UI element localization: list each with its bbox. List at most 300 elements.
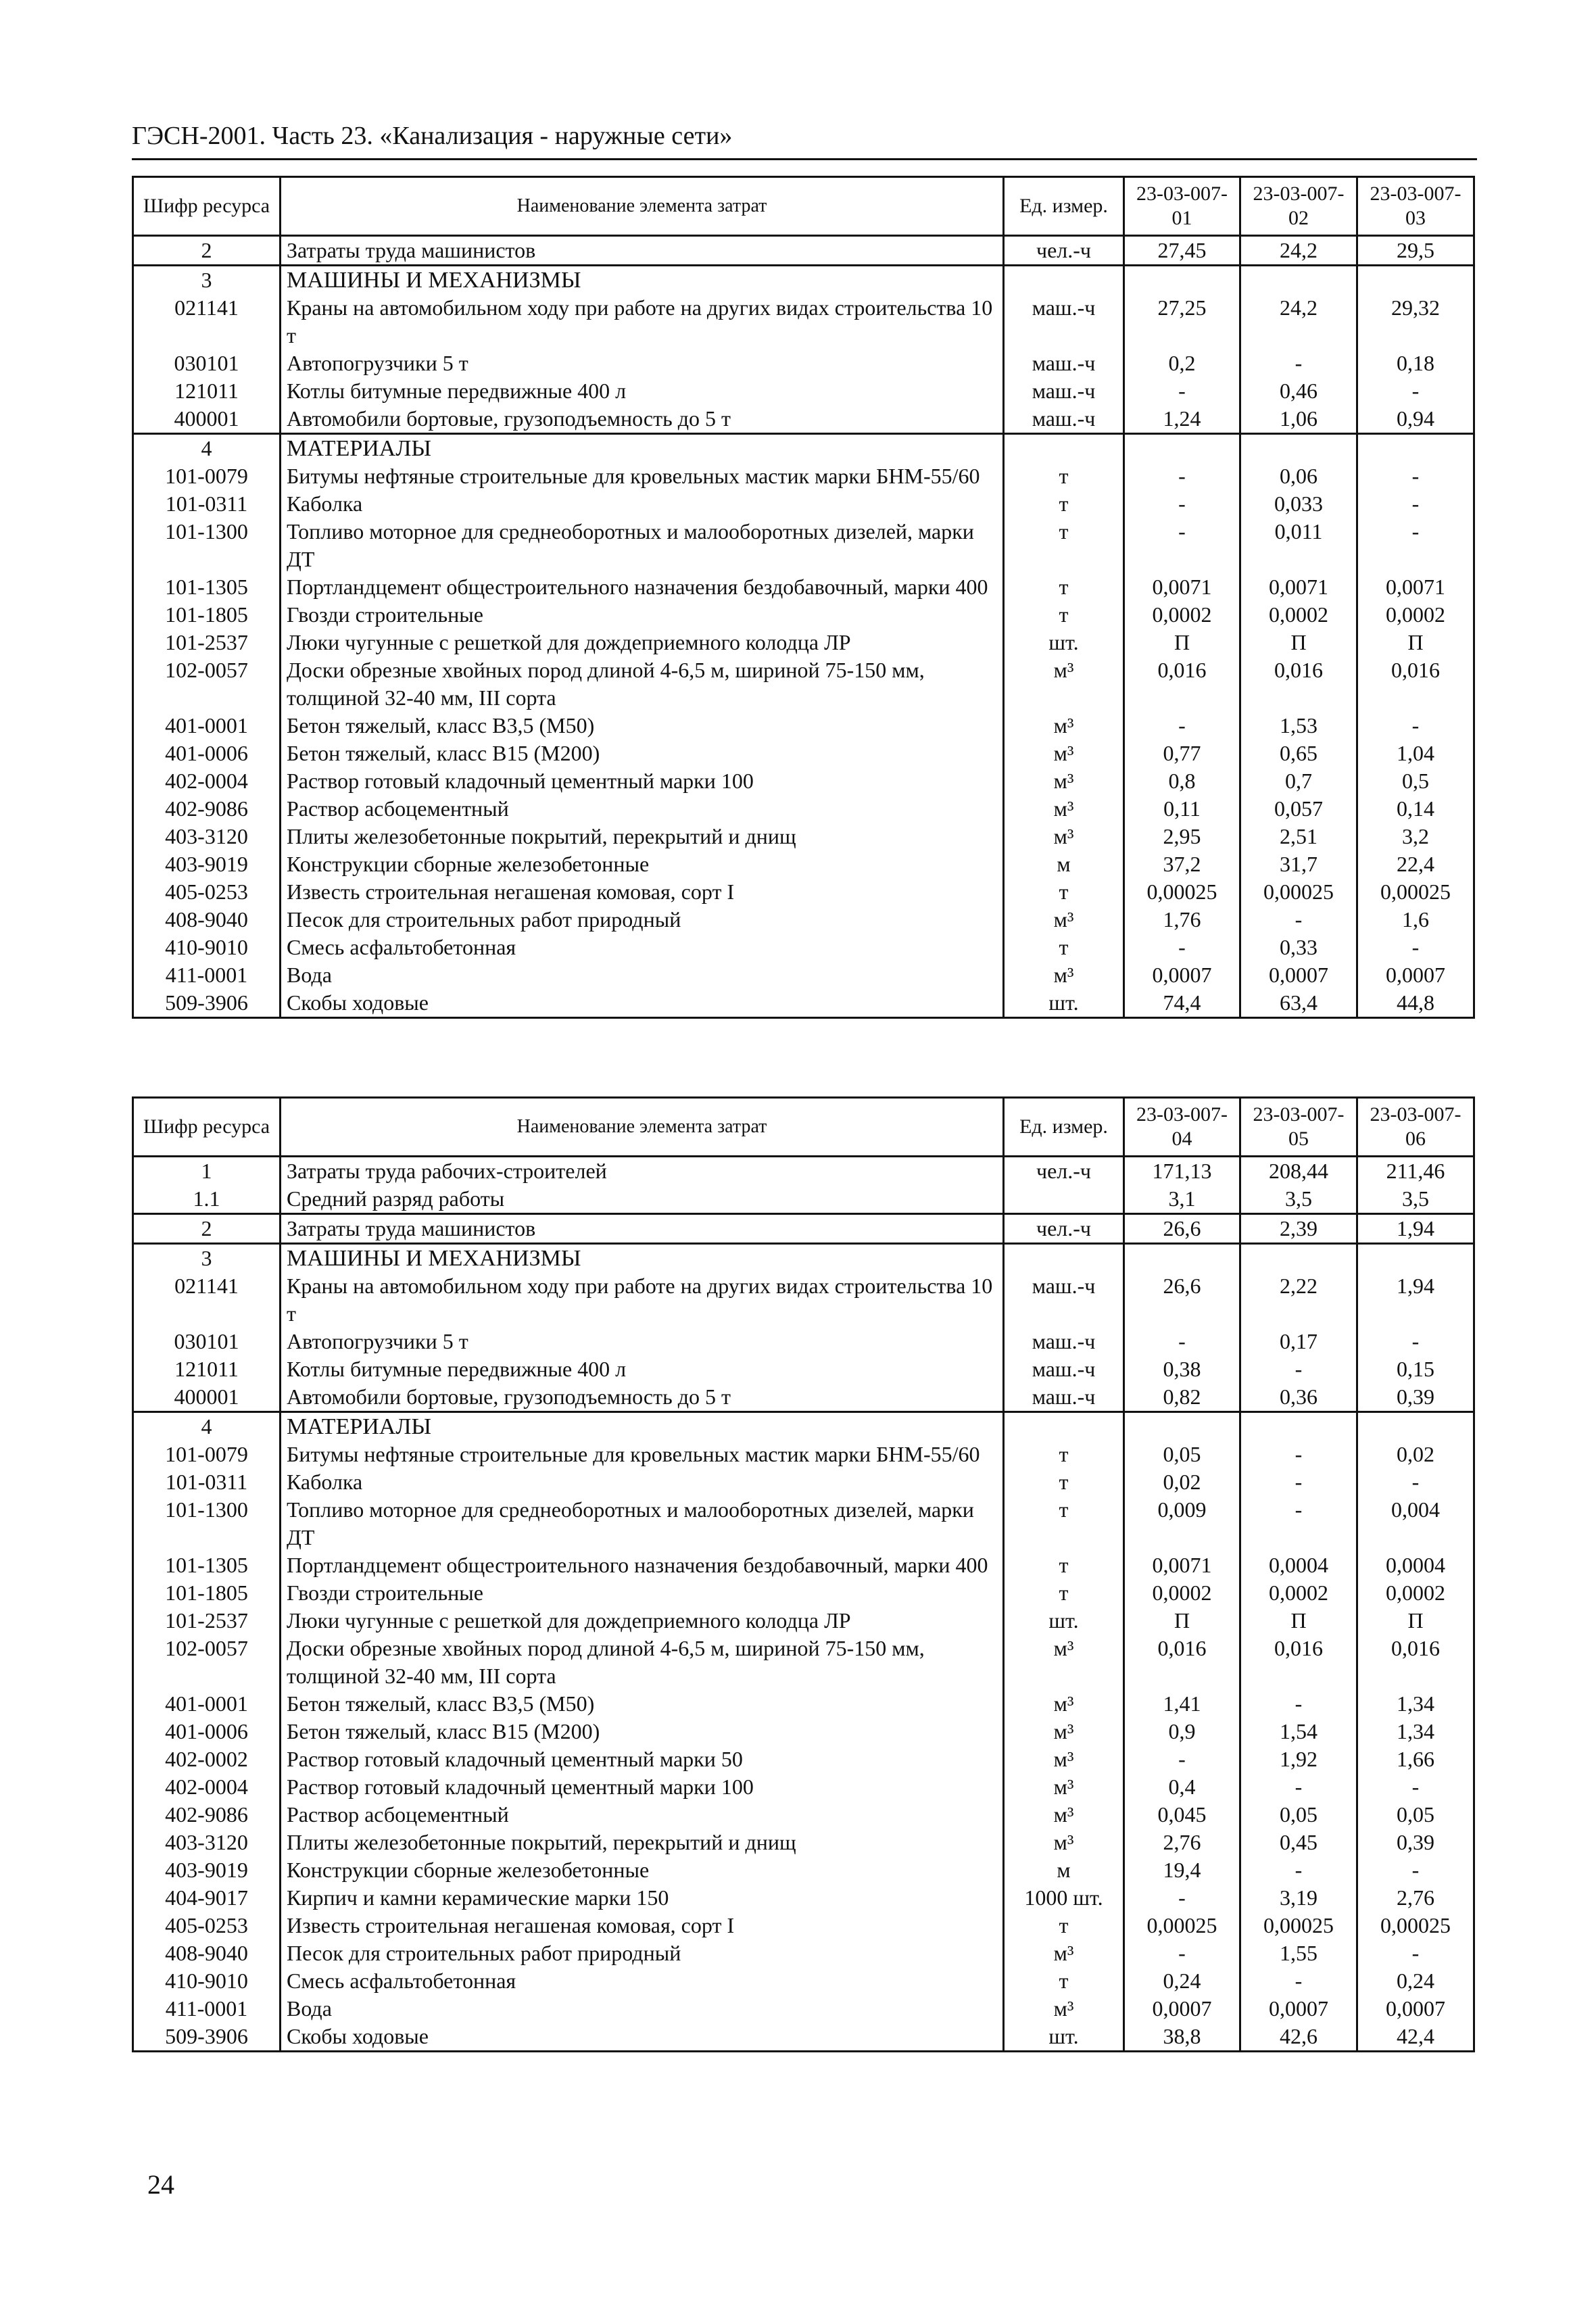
resource-code: 402-9086 [133,795,281,823]
resource-name: Битумы нефтяные строительные для кровельных мастик марки БНМ-55/60 [281,462,1004,490]
resource-code: 121011 [133,1355,281,1383]
resource-name: Люки чугунные с решеткой для дождеприемного колодца ЛР [281,629,1004,656]
unit: шт. [1004,2023,1124,2052]
norm-value: - [1357,462,1474,490]
resource-name: Скобы ходовые [281,2023,1004,2052]
norm-value: - [1240,906,1357,934]
resource-name: Раствор готовый кладочный цементный марки 100 [281,767,1004,795]
unit: т [1004,573,1124,601]
resource-name: Портландцемент общестроительного назначения бездобавочный, марки 400 [281,573,1004,601]
norm-value: 0,0007 [1240,961,1357,989]
unit [1004,434,1124,463]
table-row [133,823,1474,850]
table-row [133,294,1474,349]
resource-name: Котлы битумные передвижные 400 л [281,1355,1004,1383]
norm-value: - [1240,1690,1357,1718]
col-header-norm-2: 23-03-007-02 [1240,177,1357,236]
resource-name: Раствор асбоцементный [281,795,1004,823]
norm-value: - [1357,1328,1474,1355]
unit: м³ [1004,1745,1124,1773]
norm-value: 0,0004 [1240,1551,1357,1579]
norm-value: - [1357,1939,1474,1967]
norm-value: - [1240,1773,1357,1801]
norm-value: 0,0004 [1357,1551,1474,1579]
col-header-norm-3: 23-03-007-06 [1357,1098,1474,1157]
resource-code: 401-0001 [133,712,281,740]
col-header-name: Наименование элемента затрат [281,177,1004,236]
resource-code: 101-0079 [133,462,281,490]
norm-value: 29,32 [1357,294,1474,349]
resource-code: 101-1300 [133,518,281,573]
resource-code: 400001 [133,1383,281,1412]
resource-code: 402-0004 [133,1773,281,1801]
section-title: МАШИНЫ И МЕХАНИЗМЫ [281,1244,1004,1273]
table-row [133,934,1474,961]
resource-name: Автомобили бортовые, грузоподъемность до 5 т [281,1383,1004,1412]
norm-value: 26,6 [1124,1272,1240,1328]
resource-name: Бетон тяжелый, класс В15 (М200) [281,1718,1004,1745]
resource-name: Гвозди строительные [281,601,1004,629]
table-row [133,1468,1474,1496]
unit: т [1004,1468,1124,1496]
norm-value: 1,41 [1124,1690,1240,1718]
resource-name: Плиты железобетонные покрытий, перекрытий и днищ [281,1829,1004,1856]
norm-value: 0,0002 [1240,601,1357,629]
unit: т [1004,462,1124,490]
page-number: 24 [147,2169,174,2200]
resource-code: 410-9010 [133,1967,281,1995]
norm-value: 0,016 [1240,656,1357,712]
table-row [133,1690,1474,1718]
table-row [133,462,1474,490]
norms-table-1 [132,176,1475,1019]
resource-code: 401-0006 [133,1718,281,1745]
table-header-row [133,177,1474,236]
section-title: МАТЕРИАЛЫ [281,1412,1004,1441]
norm-value: 0,4 [1124,1773,1240,1801]
resource-name: Затраты труда машинистов [281,236,1004,266]
norm-value: - [1124,712,1240,740]
norm-value [1240,1412,1357,1441]
table-row [133,1745,1474,1773]
unit: маш.-ч [1004,377,1124,405]
norm-value: 0,0002 [1240,1579,1357,1607]
unit: маш.-ч [1004,1383,1124,1412]
table-row [133,1441,1474,1468]
table-row [133,573,1474,601]
resource-name: Песок для строительных работ природный [281,1939,1004,1967]
table-row [133,1939,1474,1967]
unit: м³ [1004,656,1124,712]
resource-name: Краны на автомобильном ходу при работе на других видах строительства 10 т [281,294,1004,349]
norm-value: 22,4 [1357,850,1474,878]
norm-value: 0,0007 [1357,961,1474,989]
norm-value [1357,434,1474,463]
norm-value [1357,1244,1474,1273]
norm-value: 1,94 [1357,1214,1474,1244]
norm-value: 0,94 [1357,405,1474,434]
resource-code: 402-9086 [133,1801,281,1829]
unit: м³ [1004,795,1124,823]
resource-name: Каболка [281,1468,1004,1496]
table-row [133,1412,1474,1441]
resource-code: 101-1300 [133,1496,281,1551]
norm-value: 0,05 [1240,1801,1357,1829]
norm-value: 0,045 [1124,1801,1240,1829]
unit [1004,266,1124,295]
resource-name: Гвозди строительные [281,1579,1004,1607]
norm-value: - [1240,1856,1357,1884]
table-row [133,1856,1474,1884]
resource-code: 403-3120 [133,823,281,850]
norm-value: 27,25 [1124,294,1240,349]
norm-value: - [1124,377,1240,405]
resource-code: 101-0311 [133,1468,281,1496]
resource-code: 402-0004 [133,767,281,795]
norm-value: 0,0071 [1124,1551,1240,1579]
table-row [133,961,1474,989]
norm-value: 0,02 [1124,1468,1240,1496]
norm-value [1124,266,1240,295]
unit: т [1004,1579,1124,1607]
resource-code: 101-1805 [133,601,281,629]
resource-name: Плиты железобетонные покрытий, перекрытий и днищ [281,823,1004,850]
norm-value: 0,00025 [1124,878,1240,906]
unit: т [1004,1912,1124,1939]
resource-code: 4 [133,434,281,463]
norm-value: 0,38 [1124,1355,1240,1383]
norm-value: 0,0007 [1357,1995,1474,2023]
table-row [133,1829,1474,1856]
norm-value: 26,6 [1124,1214,1240,1244]
norm-value: - [1357,712,1474,740]
norm-value: - [1240,1441,1357,1468]
resource-code: 102-0057 [133,1635,281,1690]
unit: т [1004,490,1124,518]
table-row [133,795,1474,823]
resource-code: 410-9010 [133,934,281,961]
table-row [133,1496,1474,1551]
resource-code: 101-2537 [133,1607,281,1635]
resource-name: Известь строительная негашеная комовая, сорт I [281,1912,1004,1939]
norm-value: 0,0007 [1124,961,1240,989]
unit: т [1004,1551,1124,1579]
resource-name: Кирпич и камни керамические марки 150 [281,1884,1004,1912]
table-row [133,601,1474,629]
norm-value: 0,00025 [1357,878,1474,906]
norm-value: 1,6 [1357,906,1474,934]
norm-value: 0,00025 [1240,1912,1357,1939]
norm-value: 1,04 [1357,740,1474,767]
unit: м³ [1004,1635,1124,1690]
unit: т [1004,1441,1124,1468]
col-header-norm-2: 23-03-007-05 [1240,1098,1357,1157]
norm-value: - [1357,934,1474,961]
norm-value: 29,5 [1357,236,1474,266]
norm-value: 1,94 [1357,1272,1474,1328]
norm-value: 0,65 [1240,740,1357,767]
norm-value: 0,0002 [1357,601,1474,629]
resource-code: 101-1305 [133,573,281,601]
norm-value: - [1124,1745,1240,1773]
resource-name: Раствор готовый кладочный цементный марки 50 [281,1745,1004,1773]
norm-value [1124,434,1240,463]
table-body [133,1157,1474,2052]
resource-name: Автопогрузчики 5 т [281,349,1004,377]
table-row [133,740,1474,767]
resource-code: 404-9017 [133,1884,281,1912]
table-row [133,1185,1474,1214]
norm-value: 63,4 [1240,989,1357,1018]
norm-value: 0,14 [1357,795,1474,823]
table-row [133,377,1474,405]
resource-name: Смесь асфальтобетонная [281,1967,1004,1995]
table-row [133,1328,1474,1355]
norm-value: 3,2 [1357,823,1474,850]
norm-value: - [1124,518,1240,573]
table-row [133,1244,1474,1273]
unit: чел.-ч [1004,1157,1124,1186]
norm-value: 1,55 [1240,1939,1357,1967]
resource-name: Смесь асфальтобетонная [281,934,1004,961]
table-row [133,1383,1474,1412]
norm-value: 0,2 [1124,349,1240,377]
norm-value: 2,51 [1240,823,1357,850]
unit: маш.-ч [1004,294,1124,349]
norm-value: 3,5 [1240,1185,1357,1214]
resource-name: Скобы ходовые [281,989,1004,1018]
table-row [133,1214,1474,1244]
norm-value: 0,17 [1240,1328,1357,1355]
resource-name: Краны на автомобильном ходу при работе на других видах строительства 10 т [281,1272,1004,1328]
unit: т [1004,1967,1124,1995]
table-row [133,236,1474,266]
table-row [133,1607,1474,1635]
col-header-name: Наименование элемента затрат [281,1098,1004,1157]
unit: м³ [1004,1939,1124,1967]
norm-value: - [1240,1355,1357,1383]
norm-value: 1,53 [1240,712,1357,740]
norm-value: 0,0071 [1240,573,1357,601]
resource-code: 400001 [133,405,281,434]
norm-value: - [1357,1468,1474,1496]
table-row [133,1157,1474,1186]
resource-code: 402-0002 [133,1745,281,1773]
norm-value: 0,9 [1124,1718,1240,1745]
resource-code: 401-0001 [133,1690,281,1718]
table-row [133,767,1474,795]
resource-code: 101-0079 [133,1441,281,1468]
section-title: МАТЕРИАЛЫ [281,434,1004,463]
resource-code: 3 [133,1244,281,1273]
norm-value: 171,13 [1124,1157,1240,1186]
norm-value: - [1240,349,1357,377]
unit: м³ [1004,740,1124,767]
norm-value: П [1240,1607,1357,1635]
resource-name: Битумы нефтяные строительные для кровельных мастик марки БНМ-55/60 [281,1441,1004,1468]
norm-value: - [1124,1328,1240,1355]
norm-value: - [1124,462,1240,490]
unit: т [1004,878,1124,906]
unit: м³ [1004,906,1124,934]
norm-value: 0,011 [1240,518,1357,573]
resource-name: Доски обрезные хвойных пород длиной 4-6,5 м, шириной 75-150 мм, толщиной 32-40 мм, III сорта [281,1635,1004,1690]
norm-value: 0,0002 [1124,1579,1240,1607]
norm-value: 0,0007 [1124,1995,1240,2023]
norm-value: 0,0002 [1357,1579,1474,1607]
norm-value: 31,7 [1240,850,1357,878]
resource-name: Котлы битумные передвижные 400 л [281,377,1004,405]
resource-name: Затраты труда машинистов [281,1214,1004,1244]
resource-code: 030101 [133,1328,281,1355]
resource-code: 101-1805 [133,1579,281,1607]
norm-value: 0,05 [1124,1441,1240,1468]
resource-name: Автомобили бортовые, грузоподъемность до 5 т [281,405,1004,434]
table-row [133,2023,1474,2052]
unit: м³ [1004,1801,1124,1829]
norm-value: 0,016 [1124,1635,1240,1690]
norm-value: 1,06 [1240,405,1357,434]
norm-value: П [1124,629,1240,656]
table-body [133,236,1474,1018]
norm-value: 0,24 [1124,1967,1240,1995]
resource-name: Известь строительная негашеная комовая, сорт I [281,878,1004,906]
resource-name: Портландцемент общестроительного назначения бездобавочный, марки 400 [281,1551,1004,1579]
resource-code: 102-0057 [133,656,281,712]
norm-value: 0,77 [1124,740,1240,767]
resource-code: 509-3906 [133,2023,281,2052]
norm-value: П [1357,1607,1474,1635]
resource-code: 403-9019 [133,850,281,878]
norm-value: 0,033 [1240,490,1357,518]
resource-code: 3 [133,266,281,295]
resource-code: 021141 [133,294,281,349]
resource-code: 403-3120 [133,1829,281,1856]
unit: м³ [1004,1829,1124,1856]
norm-value: 27,45 [1124,236,1240,266]
norm-value: 24,2 [1240,236,1357,266]
norm-value: 1,66 [1357,1745,1474,1773]
table-row [133,1884,1474,1912]
norm-value: 0,0007 [1240,1995,1357,2023]
norm-value: 0,45 [1240,1829,1357,1856]
norm-value: 0,00025 [1357,1912,1474,1939]
norm-value: 2,76 [1357,1884,1474,1912]
unit: маш.-ч [1004,1355,1124,1383]
unit: м³ [1004,1995,1124,2023]
unit: чел.-ч [1004,236,1124,266]
table-row [133,490,1474,518]
table-row [133,266,1474,295]
norm-value: 0,24 [1357,1967,1474,1995]
norm-value: 1,34 [1357,1718,1474,1745]
unit: м³ [1004,1690,1124,1718]
norm-value: 0,46 [1240,377,1357,405]
unit: м³ [1004,767,1124,795]
resource-code: 121011 [133,377,281,405]
resource-name: Топливо моторное для среднеоборотных и малооборотных дизелей, марки ДТ [281,1496,1004,1551]
table-row [133,1579,1474,1607]
norm-value [1240,266,1357,295]
unit: м [1004,850,1124,878]
norm-value: 0,11 [1124,795,1240,823]
unit: м³ [1004,823,1124,850]
norm-value: 0,15 [1357,1355,1474,1383]
norm-value: 2,76 [1124,1829,1240,1856]
resource-name: Автопогрузчики 5 т [281,1328,1004,1355]
norm-value: 2,22 [1240,1272,1357,1328]
norm-value: - [1357,1773,1474,1801]
resource-name: Вода [281,1995,1004,2023]
resource-code: 411-0001 [133,961,281,989]
norm-value: 0,18 [1357,349,1474,377]
table-row [133,712,1474,740]
resource-name: Затраты труда рабочих-строителей [281,1157,1004,1186]
resource-name: Средний разряд работы [281,1185,1004,1214]
unit: 1000 шт. [1004,1884,1124,1912]
norm-value: - [1357,490,1474,518]
table-row [133,989,1474,1018]
norm-value: 0,05 [1357,1801,1474,1829]
resource-code: 408-9040 [133,906,281,934]
norm-value: - [1240,1468,1357,1496]
norm-value: 1,76 [1124,906,1240,934]
unit: т [1004,934,1124,961]
norm-value: 2,39 [1240,1214,1357,1244]
resource-code: 4 [133,1412,281,1441]
unit: т [1004,1496,1124,1551]
unit: м [1004,1856,1124,1884]
resource-code: 411-0001 [133,1995,281,2023]
norm-value [1124,1412,1240,1441]
norms-table-2 [132,1096,1475,2052]
norm-value: 1,24 [1124,405,1240,434]
resource-name: Раствор асбоцементный [281,1801,1004,1829]
norm-value: 0,33 [1240,934,1357,961]
unit: маш.-ч [1004,405,1124,434]
resource-code: 405-0253 [133,878,281,906]
norm-value: 0,5 [1357,767,1474,795]
table-row [133,656,1474,712]
norm-value: 0,00025 [1124,1912,1240,1939]
norm-value [1357,266,1474,295]
norm-value: 208,44 [1240,1157,1357,1186]
norm-value: - [1357,518,1474,573]
table-row [133,349,1474,377]
table-row [133,1551,1474,1579]
norm-value: 0,0071 [1357,573,1474,601]
resource-name: Каболка [281,490,1004,518]
unit: м³ [1004,961,1124,989]
table-row [133,405,1474,434]
norm-value: П [1357,629,1474,656]
section-title: МАШИНЫ И МЕХАНИЗМЫ [281,266,1004,295]
unit: м³ [1004,712,1124,740]
norm-value: 0,057 [1240,795,1357,823]
norm-value: 3,1 [1124,1185,1240,1214]
norm-value: 1,34 [1357,1690,1474,1718]
unit: маш.-ч [1004,349,1124,377]
table-row [133,629,1474,656]
resource-name: Бетон тяжелый, класс В15 (М200) [281,740,1004,767]
norm-value: 0,00025 [1240,878,1357,906]
unit: т [1004,518,1124,573]
norm-value [1240,434,1357,463]
resource-code: 2 [133,236,281,266]
table-row [133,850,1474,878]
table-row [133,906,1474,934]
table-row [133,1912,1474,1939]
